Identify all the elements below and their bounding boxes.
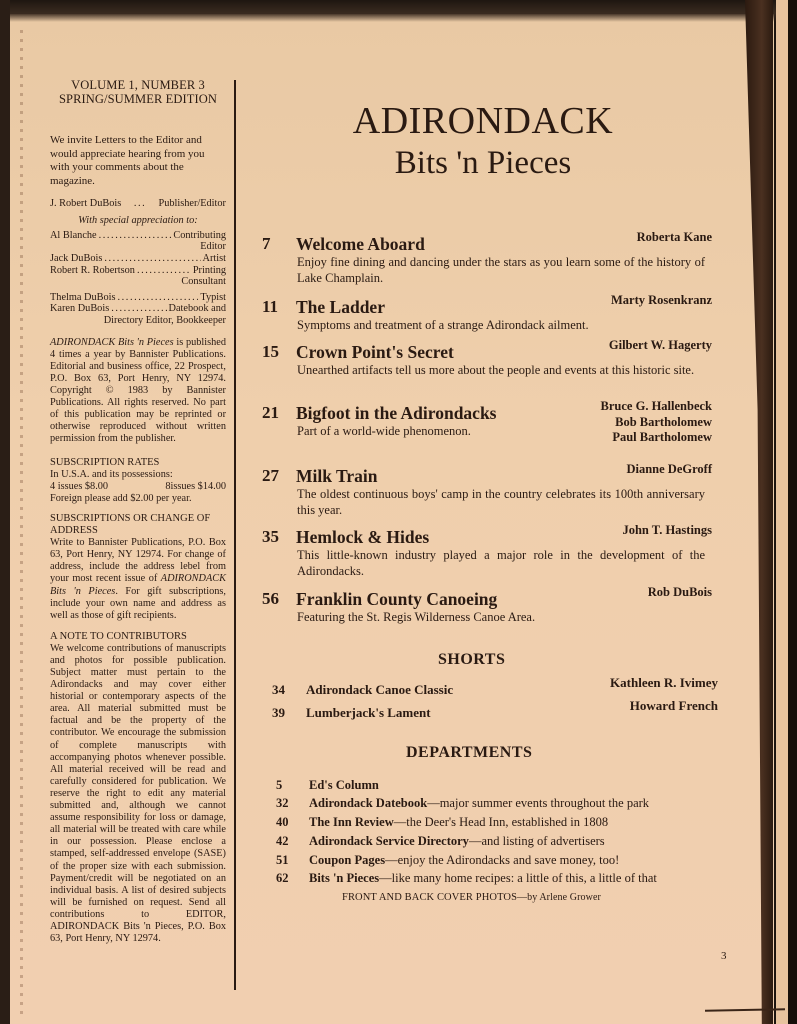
magazine-subtitle: Bits 'n Pieces <box>394 145 572 181</box>
article-description: The oldest continuous boys' camp in the country celebrates its 100th anniversary this year. <box>297 487 705 517</box>
staff-name: J. Robert DuBois <box>50 198 122 209</box>
article-title: Franklin County Canoeing <box>296 589 498 609</box>
staff-role: Publisher/Editor <box>158 198 226 209</box>
foreign-rate: Foreign please add $2.00 per year. <box>50 492 192 504</box>
department-page: 51 <box>276 853 289 867</box>
article-page: 7 <box>262 234 271 253</box>
article-authors <box>626 462 712 478</box>
scan-top-shadow <box>0 0 797 22</box>
short-title: Lumberjack's Lament <box>306 705 431 720</box>
staff-name: Thelma DuBois <box>50 291 116 303</box>
article-title: Hemlock & Hides <box>296 527 430 547</box>
article-description: Part of a world-wide phenomenon. <box>297 424 471 438</box>
subscription-rates <box>50 481 226 493</box>
article-authors <box>609 338 712 354</box>
staff-name: Karen DuBois <box>50 303 110 315</box>
article-author: Roberta Kane <box>636 230 712 244</box>
short-author: Kathleen R. Ivimey <box>610 675 718 690</box>
article-author: Bruce G. Hallenbeck <box>600 399 712 413</box>
department-description: —major summer events throughout the park <box>427 796 650 810</box>
short-page: 39 <box>272 705 285 720</box>
staff-list <box>50 198 226 327</box>
article-title: Bigfoot in the Adirondacks <box>296 403 497 423</box>
page-number: 3 <box>721 950 727 962</box>
subscription-heading: SUBSCRIPTION RATES <box>50 457 160 469</box>
article-page: 27 <box>262 466 279 485</box>
letters-invite: We invite Letters to the Editor and would appreciate hearing from you with your comments about the magazine. <box>50 134 205 187</box>
article-title: The Ladder <box>296 297 385 317</box>
column-divider <box>234 80 236 990</box>
department-name: Coupon Pages <box>309 853 386 867</box>
staff-row <box>50 303 226 315</box>
staff-role: Contributing <box>173 229 226 241</box>
department-name: The Inn Review <box>309 815 394 829</box>
contributors-heading: A NOTE TO CONTRIBUTORS <box>50 630 187 642</box>
staff-role: Artist <box>202 252 226 264</box>
department-name: Adirondack Service Directory <box>309 834 469 848</box>
staff-row <box>50 198 226 210</box>
article-author: Bob Bartholomew <box>615 414 712 429</box>
departments-heading: DEPARTMENTS <box>406 744 533 761</box>
staff-role: Printing <box>192 264 226 276</box>
publication-title: ADIRONDACK Bits 'n Pieces <box>50 336 174 348</box>
magazine-title: ADIRONDACK <box>352 100 614 142</box>
short-author: Howard French <box>629 698 718 713</box>
article-description: Featuring the St. Regis Wilderness Canoe Area. <box>297 610 536 624</box>
article-author: John T. Hastings <box>622 523 712 537</box>
article-title: Milk Train <box>296 466 378 486</box>
staff-role-cont: Consultant <box>181 276 226 288</box>
short-title: Adirondack Canoe Classic <box>306 682 454 697</box>
short-page: 34 <box>272 682 285 697</box>
department-page: 62 <box>276 871 289 885</box>
article-description: Enjoy fine dining and dancing under the stars as you learn some of the history of Lake Champlain. <box>297 255 705 285</box>
article-author: Marty Rosenkranz <box>610 293 712 307</box>
article-authors <box>648 585 712 601</box>
department-description: —and listing of advertisers <box>468 834 605 848</box>
publication-info: ADIRONDACK Bits 'n Pieces is published 4 times a year by Bannister Publications. Editorial and business office, 22 Prospect, P.O. Box 63, Port Henry, NY 12974. Copyright © 1983 by Bannister Publications. All rights reserved. No part of this publication may be reprinted or otherwise reproduced without written permission from the publisher. <box>50 336 227 445</box>
department-name: Bits 'n Pieces <box>309 871 380 885</box>
article-title: Welcome Aboard <box>296 234 425 254</box>
cover-credit: FRONT AND BACK COVER PHOTOS—by Arlene Grower <box>342 892 601 903</box>
article-page: 56 <box>262 589 279 608</box>
article-author: Paul Bartholomew <box>612 430 712 444</box>
department-page: 32 <box>276 796 289 810</box>
change-address-text: Write to Bannister Publications, P.O. Box 63, Port Henry, NY 12974. For change of address, include the address lebel from your most recent issue of ADIRONDACK Bits 'n Pieces. For gift subscriptions, include your own name and address as well as those of gift recipients. <box>50 537 227 621</box>
article-page: 11 <box>262 297 279 316</box>
staff-role-cont: Directory Editor, Bookkeeper <box>103 314 226 326</box>
scan-right-edge <box>788 0 797 1024</box>
staff-role: Typist <box>200 291 226 303</box>
change-address-heading: SUBSCRIPTIONS OR CHANGE OF ADDRESS <box>50 513 211 537</box>
shorts-heading: SHORTS <box>438 651 506 668</box>
department-description: —the Deer's Head Inn, established in 1808 <box>393 815 609 829</box>
binding-perforation <box>20 30 23 1020</box>
article-authors <box>611 293 712 309</box>
department-description: —enjoy the Adirondacks and save money, too! <box>385 853 620 867</box>
staff-row <box>50 230 226 242</box>
contributors-text: We welcome contributions of manuscripts and photos for possible publication. Subject matter must pertain to the Adirondacks and may cover either historial or contemporary aspects of the area. All material submitted must be factual and be the property of the contributor. We encourage the submission of complete manuscripts with accompanying photos whenever possible. All material received will be read and carefully considered for publication. We reserve the right to edit any material submitted and, although we cannot assume responsibility for loss or damage, all material will be treated with care while in our possession. Please enclose a stamped, self-addressed envelope (SASE) of the proper size with each submission. Payment/credit will be negotiated on an individual basis. A list of desired subjects will be furnished on request. Send all contributions to EDITOR, ADIRONDACK Bits 'n Pieces, P.O. Box 63, Port Henry, NY 12974. <box>50 642 226 945</box>
article-author: Gilbert W. Hagerty <box>608 338 712 352</box>
article-description: Unearthed artifacts tell us more about the people and events at this historic site. <box>297 363 695 377</box>
department-name: Ed's Column <box>309 778 379 792</box>
staff-role: Datebook and <box>168 303 226 315</box>
article-page: 21 <box>262 403 279 422</box>
staff-row <box>50 292 226 304</box>
staff-row <box>50 265 226 277</box>
staff-row <box>50 253 226 265</box>
department-page: 5 <box>276 778 283 792</box>
article-description: This little-known industry played a major role in the development of the Adirondacks. <box>297 548 705 578</box>
department-name: Adirondack Datebook <box>309 796 428 810</box>
article-author: Rob DuBois <box>647 585 712 599</box>
staff-role-cont: Editor <box>200 241 226 253</box>
article-author: Dianne DeGroff <box>626 462 712 476</box>
subscription-region: In U.S.A. and its possessions: <box>50 469 173 481</box>
department-page: 42 <box>276 834 289 848</box>
department-description: —like many home recipes: a little of this, a little of that <box>379 871 657 885</box>
staff-name: Al Blanche <box>50 229 97 241</box>
edition: SPRING/SUMMER EDITION <box>58 92 217 106</box>
article-page: 35 <box>262 527 279 546</box>
appreciation-note: With special appreciation to: <box>78 214 198 226</box>
department-page: 40 <box>276 815 289 829</box>
article-description: Symptoms and treatment of a strange Adirondack ailment. <box>297 318 589 332</box>
sidebar-masthead <box>50 78 226 945</box>
rate-8-issues: 8issues $14.00 <box>165 480 226 492</box>
scan-left-edge <box>0 0 10 1024</box>
rate-4-issues: 4 issues $8.00 <box>50 480 109 492</box>
article-authors <box>622 523 712 539</box>
article-page: 15 <box>262 342 279 361</box>
staff-name: Robert R. Robertson <box>50 264 135 276</box>
article-title: Crown Point's Secret <box>296 342 454 362</box>
volume-number: VOLUME 1, NUMBER 3 <box>71 78 205 92</box>
article-authors <box>637 230 712 246</box>
staff-name: Jack DuBois <box>50 252 103 264</box>
